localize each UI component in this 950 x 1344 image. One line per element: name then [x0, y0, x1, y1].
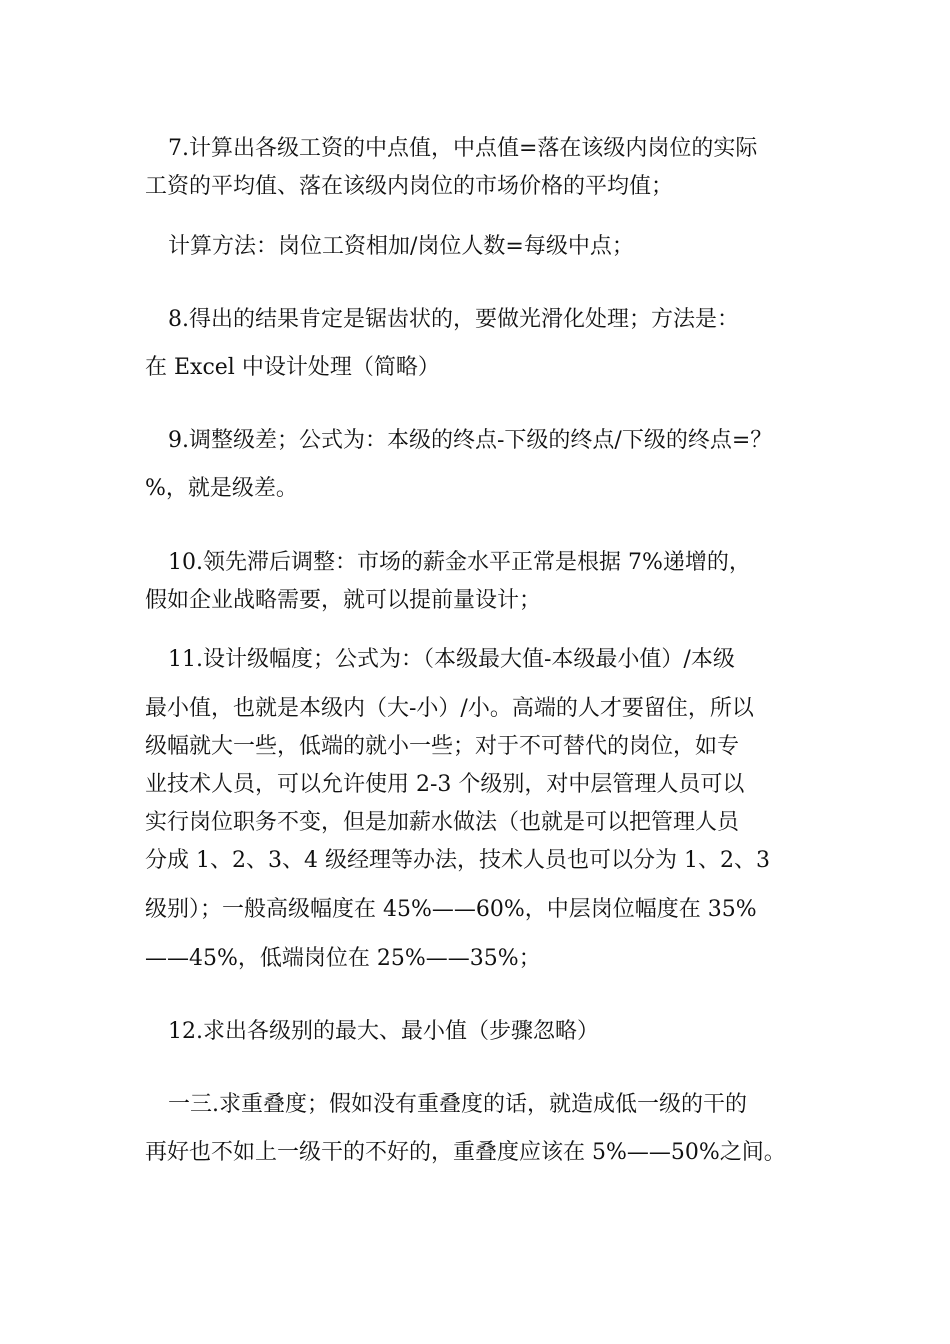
text-line: 实行岗位职务不变，但是加薪水做法（也就是可以把管理人员: [145, 810, 740, 835]
text-line: 最小值，也就是本级内（大-小）/小。高端的人才要留住，所以: [145, 696, 754, 721]
text-line: 级幅就大一些，低端的就小一些；对于不可替代的岗位，如专: [145, 734, 740, 759]
text-line: ——45%，低端岗位在 25%——35%；: [145, 946, 541, 971]
text-line: 再好也不如上一级干的不好的，重叠度应该在 5%——50%之间。: [145, 1140, 786, 1165]
text-line: 10.领先滞后调整：市场的薪金水平正常是根据 7%递增的，: [168, 550, 751, 575]
text-line: 假如企业战略需要，就可以提前量设计；: [145, 588, 542, 613]
text-line: 一三.求重叠度；假如没有重叠度的话，就造成低一级的干的: [168, 1092, 747, 1117]
text-line: %，就是级差。: [145, 476, 298, 501]
text-line: 工资的平均值、落在该级内岗位的市场价格的平均值；: [145, 174, 674, 199]
text-line: 11.设计级幅度；公式为：（本级最大值-本级最小值）/本级: [168, 647, 735, 672]
text-line: 计算方法：岗位工资相加/岗位人数=每级中点；: [168, 234, 634, 259]
text-line: 9.调整级差；公式为：本级的终点-下级的终点/下级的终点=？: [168, 428, 773, 453]
text-line: 8.得出的结果肯定是锯齿状的，要做光滑化处理；方法是：: [168, 307, 739, 332]
text-line: 在 Excel 中设计处理（简略）: [145, 355, 440, 380]
text-line: 12.求出各级别的最大、最小值（步骤忽略）: [168, 1019, 599, 1044]
text-line: 业技术人员，可以允许使用 2-3 个级别，对中层管理人员可以: [145, 772, 745, 797]
text-line: 级别）；一般高级幅度在 45%——60%，中层岗位幅度在 35%: [145, 897, 757, 922]
text-line: 7.计算出各级工资的中点值，中点值=落在该级内岗位的实际: [168, 136, 758, 161]
text-line: 分成 1、2、3、4 级经理等办法，技术人员也可以分为 1、2、3: [145, 848, 770, 873]
